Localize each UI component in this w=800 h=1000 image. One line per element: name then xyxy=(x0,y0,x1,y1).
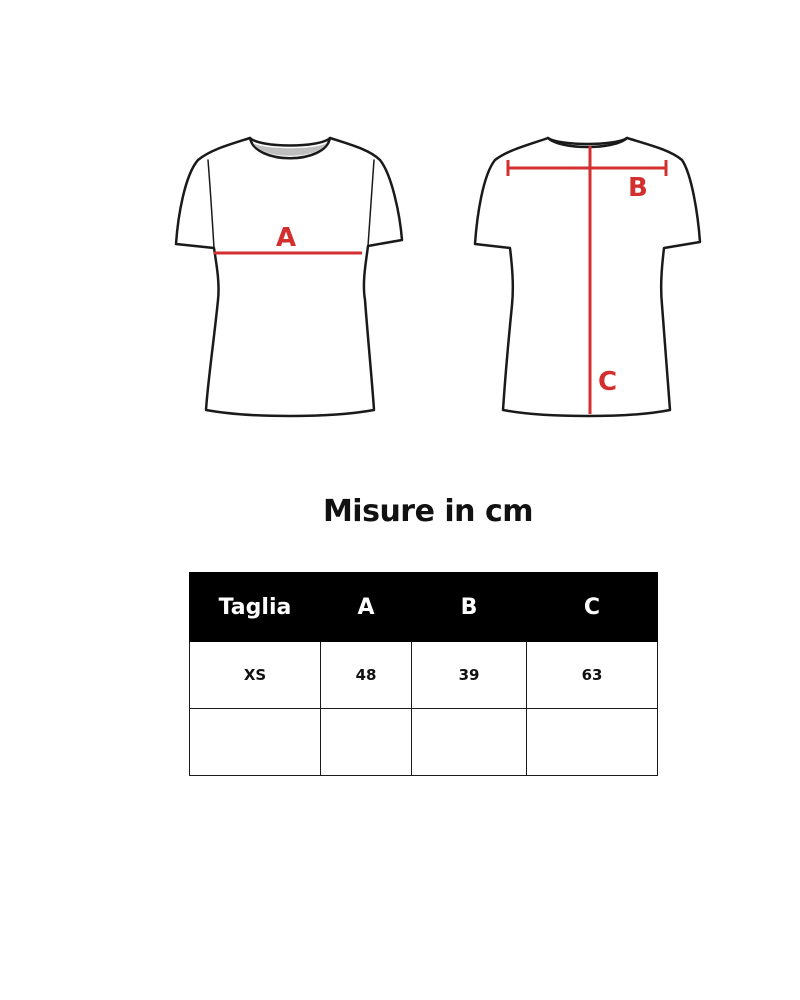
header-taglia: Taglia xyxy=(190,573,321,642)
cell-c xyxy=(527,709,658,776)
header-b: B xyxy=(412,573,527,642)
cell-a: 48 xyxy=(321,642,412,709)
cell-c: 63 xyxy=(527,642,658,709)
tshirt-front xyxy=(176,138,402,416)
header-a: A xyxy=(321,573,412,642)
header-c: C xyxy=(527,573,658,642)
cell-a xyxy=(321,709,412,776)
cell-b: 39 xyxy=(412,642,527,709)
cell-size xyxy=(190,709,321,776)
table-row xyxy=(190,642,658,709)
table-header-row xyxy=(190,573,658,642)
size-table xyxy=(189,572,658,776)
front-label-a: A xyxy=(276,223,297,253)
tshirt-back xyxy=(475,138,700,416)
back-label-b: B xyxy=(628,173,648,203)
cell-size: XS xyxy=(190,642,321,709)
cell-b xyxy=(412,709,527,776)
tshirt-diagrams xyxy=(0,0,800,460)
back-label-c: C xyxy=(598,367,618,397)
page-title: Misure in cm xyxy=(322,494,534,529)
table-row xyxy=(190,709,658,776)
